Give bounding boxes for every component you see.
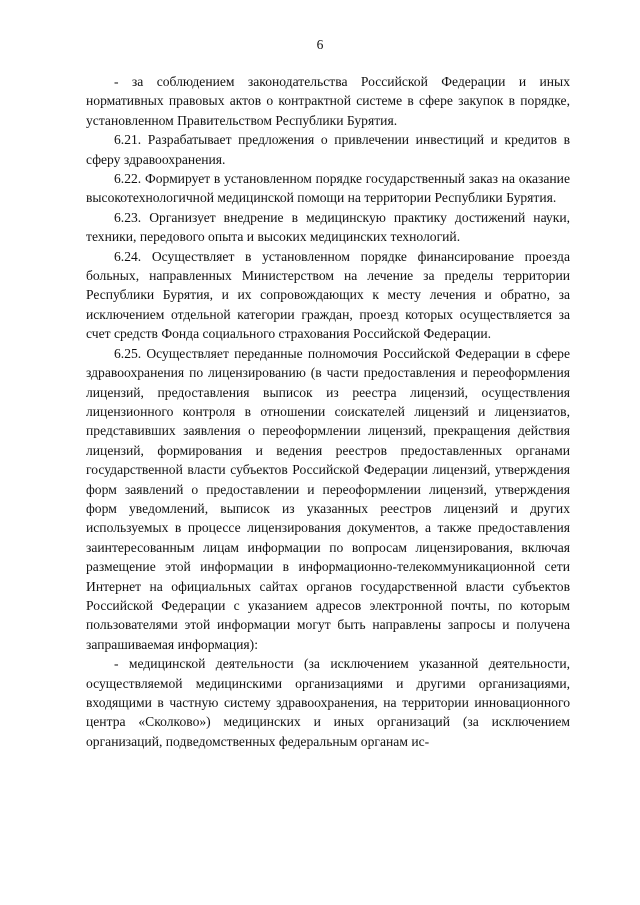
paragraph-6-24: 6.24. Осуществляет в установленном порядке финансирование проезда больных, направленных Министерством на лечение за пределы территории Республики Бурятия, и их сопровождающих к месту лечения и обратно, за исключением отдельной категории граждан, проезд которых осуществляется за счет средств Фонда социального страхования Российской Федерации.: [86, 248, 570, 342]
paragraph-6-22: 6.22. Формирует в установленном порядке государственный заказ на оказание высокотехнологичной медицинской помощи на территории Республики Бурятия.: [86, 171, 570, 206]
paragraph-6-21: 6.21. Разрабатывает предложения о привлечении инвестиций и кредитов в сферу здравоохранения.: [86, 132, 570, 167]
paragraph-6-25: 6.25. Осуществляет переданные полномочия Российской Федерации в сфере здравоохранения по лицензированию (в части предоставления и переоформления лицензий, предоставления выписок из реестра лицензий, осуществления лицензионного контроля в отношении соискателей лицензий и лицензиатов, представивших заявления о переоформлении лицензий, прекращения действия лицензий, формирования и ведения реестров предоставленных органами государственной власти субъектов Российской Федерации лицензий, утверждения форм заявлений о предоставлении и переоформлении лицензий, утверждения форм уведомлений, выписок из указанных реестров лицензий и других используемых в процессе лицензирования документов, а также предоставления заинтересованным лицам информации по вопросам лицензирования, включая размещение этой информации в информационно-телекоммуникационной сети Интернет на официальных сайтах органов государственной власти субъектов Российской Федерации с указанием адресов электронной почты, по которым пользователями этой информации могут быть направлены запросы и получена запрашиваемая информация):: [86, 345, 570, 652]
page-number: 6: [316, 37, 324, 52]
document-body: [86, 72, 570, 751]
paragraph-6-23: 6.23. Организует внедрение в медицинскую практику достижений науки, техники, передового опыта и высоких медицинских технологий.: [86, 209, 570, 245]
paragraph-procurement-control: - за соблюдением законодательства Российской Федерации и иных нормативных правовых актов о контрактной системе в сфере закупок в порядке, установленном Правительством Республики Бурятия.: [86, 74, 570, 128]
paragraph-medical-activity: - медицинской деятельности (за исключением указанной деятельности, осуществляемой медицинскими организациями и другими организациями, входящими в частную систему здравоохранения, на территории инновационного центра «Сколково») медицинских и иных организаций (за исключением организаций, подведомственных федеральным органам ис-: [86, 656, 570, 749]
